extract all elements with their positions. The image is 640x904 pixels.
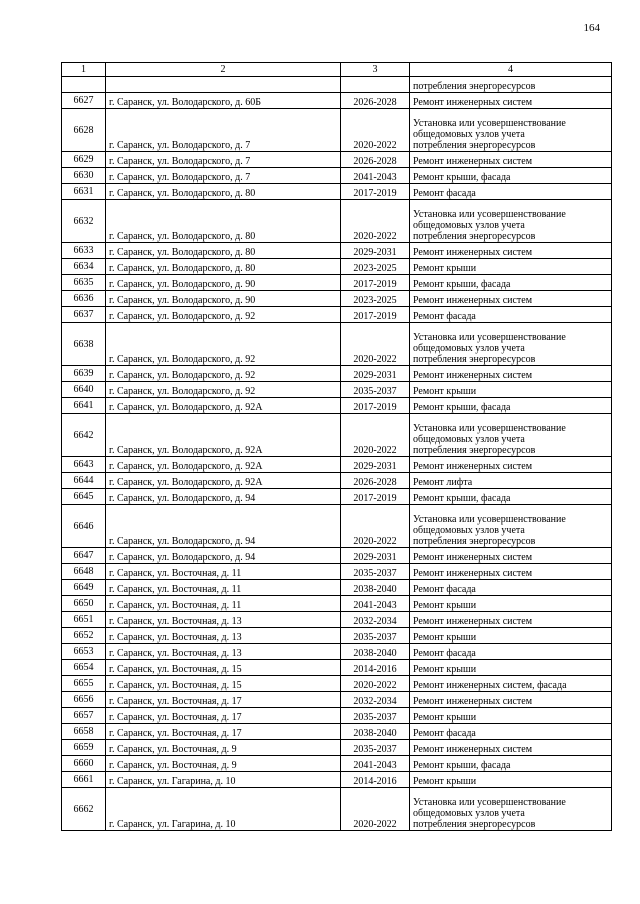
work-line: Ремонт инженерных систем (413, 247, 533, 258)
address-cell: г. Саранск, ул. Володарского, д. 92 (106, 307, 341, 323)
work-type-cell (410, 489, 612, 505)
row-number-cell: 6662 (62, 788, 106, 831)
work-line: Ремонт крыши, фасада (413, 760, 511, 771)
work-type-cell (410, 200, 612, 243)
work-line: потребления энергоресурсов (413, 81, 536, 92)
page-number: 164 (583, 22, 600, 34)
address-cell: г. Саранск, ул. Восточная, д. 9 (106, 740, 341, 756)
address-cell: г. Саранск, ул. Володарского, д. 92А (106, 457, 341, 473)
work-line: Ремонт инженерных систем (413, 552, 533, 563)
column-header: 1 (62, 63, 106, 77)
address-cell: г. Саранск, ул. Восточная, д. 17 (106, 708, 341, 724)
table-row (62, 200, 612, 243)
work-line: Ремонт крыши (413, 263, 477, 274)
work-line: Ремонт инженерных систем (413, 370, 533, 381)
years-cell: 2020-2022 (341, 414, 410, 457)
column-number-header-row (62, 63, 612, 77)
row-number-cell: 6637 (62, 307, 106, 323)
work-type-cell (410, 644, 612, 660)
table-row (62, 505, 612, 548)
years-cell: 2032-2034 (341, 692, 410, 708)
table-row (62, 323, 612, 366)
work-type-cell (410, 788, 612, 831)
work-line: общедомовых узлов учета (413, 434, 525, 445)
address-cell: г. Саранск, ул. Восточная, д. 17 (106, 692, 341, 708)
years-cell: 2029-2031 (341, 366, 410, 382)
years-cell: 2020-2022 (341, 676, 410, 692)
row-number-cell: 6642 (62, 414, 106, 457)
work-type-cell (410, 168, 612, 184)
work-line: общедомовых узлов учета (413, 220, 525, 231)
work-line: потребления энергоресурсов (413, 140, 536, 151)
table-row (62, 772, 612, 788)
work-type-cell (410, 382, 612, 398)
address-cell: г. Саранск, ул. Володарского, д. 92 (106, 382, 341, 398)
years-cell: 2017-2019 (341, 489, 410, 505)
years-cell: 2023-2025 (341, 291, 410, 307)
row-number-cell: 6655 (62, 676, 106, 692)
work-type-cell (410, 505, 612, 548)
work-line: Ремонт крыши, фасада (413, 402, 511, 413)
table-row (62, 243, 612, 259)
address-cell: г. Саранск, ул. Володарского, д. 92А (106, 398, 341, 414)
work-line: Ремонт инженерных систем (413, 568, 533, 579)
years-cell: 2035-2037 (341, 628, 410, 644)
work-line: Ремонт инженерных систем, фасада (413, 680, 567, 691)
table-row (62, 93, 612, 109)
address-cell: г. Саранск, ул. Володарского, д. 80 (106, 200, 341, 243)
work-line: Ремонт фасада (413, 311, 476, 322)
years-cell: 2023-2025 (341, 259, 410, 275)
work-type-cell (410, 660, 612, 676)
years-cell: 2041-2043 (341, 756, 410, 772)
row-number-cell: 6632 (62, 200, 106, 243)
row-number-cell: 6649 (62, 580, 106, 596)
table-row (62, 612, 612, 628)
work-type-cell (410, 473, 612, 489)
work-type-cell (410, 152, 612, 168)
work-line: Ремонт крыши (413, 712, 477, 723)
work-line: общедомовых узлов учета (413, 129, 525, 140)
address-cell: г. Саранск, ул. Володарского, д. 94 (106, 548, 341, 564)
work-type-cell (410, 275, 612, 291)
table-row (62, 184, 612, 200)
row-number-cell: 6634 (62, 259, 106, 275)
years-cell: 2035-2037 (341, 382, 410, 398)
work-type-cell (410, 676, 612, 692)
work-line: Ремонт крыши, фасада (413, 493, 511, 504)
column-header: 4 (410, 63, 612, 77)
work-type-cell (410, 457, 612, 473)
years-cell: 2020-2022 (341, 788, 410, 831)
row-number-cell: 6644 (62, 473, 106, 489)
row-number-cell: 6630 (62, 168, 106, 184)
years-cell: 2026-2028 (341, 152, 410, 168)
table-row (62, 580, 612, 596)
table-row (62, 548, 612, 564)
table-row (62, 692, 612, 708)
work-type-cell (410, 93, 612, 109)
work-line: потребления энергоресурсов (413, 354, 536, 365)
years-cell: 2014-2016 (341, 660, 410, 676)
work-line: Ремонт крыши, фасада (413, 279, 511, 290)
years-cell: 2017-2019 (341, 184, 410, 200)
work-line: общедомовых узлов учета (413, 525, 525, 536)
table-row (62, 398, 612, 414)
years-cell: 2017-2019 (341, 398, 410, 414)
continuation-work-cell (410, 77, 612, 93)
years-cell: 2029-2031 (341, 457, 410, 473)
work-type-cell (410, 596, 612, 612)
work-type-cell (410, 184, 612, 200)
table-row (62, 676, 612, 692)
work-type-cell (410, 398, 612, 414)
row-number-cell: 6641 (62, 398, 106, 414)
years-cell: 2029-2031 (341, 243, 410, 259)
work-type-cell (410, 580, 612, 596)
work-line: Ремонт инженерных систем (413, 616, 533, 627)
work-line: Ремонт инженерных систем (413, 295, 533, 306)
years-cell: 2029-2031 (341, 548, 410, 564)
column-header: 3 (341, 63, 410, 77)
table-row (62, 628, 612, 644)
work-line: Ремонт фасада (413, 188, 476, 199)
address-cell: г. Саранск, ул. Восточная, д. 9 (106, 756, 341, 772)
address-cell: г. Саранск, ул. Володарского, д. 92 (106, 323, 341, 366)
work-type-cell (410, 772, 612, 788)
row-number-cell: 6627 (62, 93, 106, 109)
address-cell: г. Саранск, ул. Володарского, д. 60Б (106, 93, 341, 109)
years-cell: 2026-2028 (341, 473, 410, 489)
row-number-cell: 6661 (62, 772, 106, 788)
table-row (62, 291, 612, 307)
years-cell: 2017-2019 (341, 307, 410, 323)
row-number-cell: 6631 (62, 184, 106, 200)
work-line: Ремонт фасада (413, 648, 476, 659)
address-cell: г. Саранск, ул. Володарского, д. 92 (106, 366, 341, 382)
table-row (62, 259, 612, 275)
row-number-cell: 6629 (62, 152, 106, 168)
work-line: Ремонт инженерных систем (413, 156, 533, 167)
address-cell: г. Саранск, ул. Володарского, д. 80 (106, 184, 341, 200)
row-number-cell: 6636 (62, 291, 106, 307)
address-cell: г. Саранск, ул. Восточная, д. 11 (106, 580, 341, 596)
table-row (62, 660, 612, 676)
years-cell: 2038-2040 (341, 644, 410, 660)
row-number-cell: 6640 (62, 382, 106, 398)
row-number-cell: 6639 (62, 366, 106, 382)
work-type-cell (410, 628, 612, 644)
row-number-cell: 6646 (62, 505, 106, 548)
table-row (62, 168, 612, 184)
row-number-cell: 6628 (62, 109, 106, 152)
work-line: общедомовых узлов учета (413, 343, 525, 354)
work-line: потребления энергоресурсов (413, 231, 536, 242)
address-cell: г. Саранск, ул. Восточная, д. 15 (106, 660, 341, 676)
address-cell: г. Саранск, ул. Володарского, д. 80 (106, 243, 341, 259)
work-line: Ремонт крыши (413, 386, 477, 397)
years-cell: 2038-2040 (341, 724, 410, 740)
work-type-cell (410, 612, 612, 628)
address-cell: г. Саранск, ул. Володарского, д. 80 (106, 259, 341, 275)
years-cell: 2020-2022 (341, 323, 410, 366)
table-row (62, 414, 612, 457)
address-cell: г. Саранск, ул. Восточная, д. 13 (106, 628, 341, 644)
years-cell: 2020-2022 (341, 200, 410, 243)
table-row (62, 756, 612, 772)
address-cell: г. Саранск, ул. Володарского, д. 7 (106, 168, 341, 184)
work-line: Ремонт крыши (413, 664, 477, 675)
work-type-cell (410, 708, 612, 724)
work-line: потребления энергоресурсов (413, 445, 536, 456)
row-number-cell: 6647 (62, 548, 106, 564)
table-row (62, 307, 612, 323)
row-number-cell: 6652 (62, 628, 106, 644)
address-cell: г. Саранск, ул. Гагарина, д. 10 (106, 788, 341, 831)
address-cell: г. Саранск, ул. Володарского, д. 7 (106, 109, 341, 152)
work-type-cell (410, 243, 612, 259)
work-line: Ремонт инженерных систем (413, 744, 533, 755)
work-line: потребления энергоресурсов (413, 536, 536, 547)
address-cell: г. Саранск, ул. Володарского, д. 90 (106, 275, 341, 291)
work-line: Ремонт крыши, фасада (413, 172, 511, 183)
continuation-row (62, 77, 612, 93)
row-number-cell: 6651 (62, 612, 106, 628)
table-row (62, 473, 612, 489)
years-cell: 2038-2040 (341, 580, 410, 596)
work-line: Ремонт крыши (413, 600, 477, 611)
table-row (62, 724, 612, 740)
work-line: потребления энергоресурсов (413, 819, 536, 830)
row-number-cell: 6659 (62, 740, 106, 756)
row-number-cell: 6635 (62, 275, 106, 291)
work-line: Ремонт инженерных систем (413, 696, 533, 707)
years-cell: 2014-2016 (341, 772, 410, 788)
row-number-cell: 6660 (62, 756, 106, 772)
work-line: Ремонт фасада (413, 584, 476, 595)
row-number-cell: 6643 (62, 457, 106, 473)
work-type-cell (410, 109, 612, 152)
row-number-cell: 6656 (62, 692, 106, 708)
column-header: 2 (106, 63, 341, 77)
years-cell: 2017-2019 (341, 275, 410, 291)
years-cell: 2035-2037 (341, 708, 410, 724)
years-cell: 2032-2034 (341, 612, 410, 628)
address-cell: г. Саранск, ул. Володарского, д. 94 (106, 489, 341, 505)
work-type-cell (410, 323, 612, 366)
table-row (62, 740, 612, 756)
table-row (62, 708, 612, 724)
work-line: Ремонт крыши (413, 776, 477, 787)
table-body (62, 63, 612, 831)
work-line: Установка или усовершенствование (413, 332, 566, 343)
years-cell: 2035-2037 (341, 564, 410, 580)
work-line: Установка или усовершенствование (413, 118, 566, 129)
row-number-cell: 6658 (62, 724, 106, 740)
work-line: Установка или усовершенствование (413, 514, 566, 525)
address-cell: г. Саранск, ул. Володарского, д. 7 (106, 152, 341, 168)
work-type-cell (410, 564, 612, 580)
row-number-cell: 6633 (62, 243, 106, 259)
work-line: Установка или усовершенствование (413, 423, 566, 434)
work-line: Ремонт лифта (413, 477, 473, 488)
work-line: Ремонт фасада (413, 728, 476, 739)
work-type-cell (410, 548, 612, 564)
address-cell: г. Саранск, ул. Восточная, д. 11 (106, 596, 341, 612)
work-line: Установка или усовершенствование (413, 209, 566, 220)
table-row (62, 564, 612, 580)
work-type-cell (410, 366, 612, 382)
address-cell: г. Саранск, ул. Восточная, д. 13 (106, 612, 341, 628)
work-line: Установка или усовершенствование (413, 797, 566, 808)
table-row (62, 152, 612, 168)
years-cell: 2020-2022 (341, 109, 410, 152)
work-line: Ремонт инженерных систем (413, 461, 533, 472)
row-number-cell: 6650 (62, 596, 106, 612)
work-type-cell (410, 692, 612, 708)
address-cell: г. Саранск, ул. Восточная, д. 11 (106, 564, 341, 580)
continuation-cell (341, 77, 410, 93)
years-cell: 2020-2022 (341, 505, 410, 548)
repair-schedule-table (61, 62, 612, 831)
row-number-cell: 6653 (62, 644, 106, 660)
table-row (62, 366, 612, 382)
table-row (62, 788, 612, 831)
table-row (62, 382, 612, 398)
address-cell: г. Саранск, ул. Володарского, д. 90 (106, 291, 341, 307)
table-row (62, 596, 612, 612)
table-row (62, 644, 612, 660)
row-number-cell: 6648 (62, 564, 106, 580)
work-type-cell (410, 740, 612, 756)
work-type-cell (410, 724, 612, 740)
row-number-cell: 6654 (62, 660, 106, 676)
table-row (62, 489, 612, 505)
work-type-cell (410, 414, 612, 457)
address-cell: г. Саранск, ул. Восточная, д. 13 (106, 644, 341, 660)
work-type-cell (410, 756, 612, 772)
work-line: Ремонт инженерных систем (413, 97, 533, 108)
row-number-cell: 6657 (62, 708, 106, 724)
table-row (62, 457, 612, 473)
work-type-cell (410, 291, 612, 307)
continuation-cell (62, 77, 106, 93)
years-cell: 2035-2037 (341, 740, 410, 756)
table-row (62, 109, 612, 152)
work-line: общедомовых узлов учета (413, 808, 525, 819)
address-cell: г. Саранск, ул. Гагарина, д. 10 (106, 772, 341, 788)
years-cell: 2026-2028 (341, 93, 410, 109)
row-number-cell: 6638 (62, 323, 106, 366)
address-cell: г. Саранск, ул. Восточная, д. 15 (106, 676, 341, 692)
years-cell: 2041-2043 (341, 168, 410, 184)
years-cell: 2041-2043 (341, 596, 410, 612)
work-type-cell (410, 307, 612, 323)
table-row (62, 275, 612, 291)
address-cell: г. Саранск, ул. Володарского, д. 92А (106, 414, 341, 457)
continuation-cell (106, 77, 341, 93)
work-type-cell (410, 259, 612, 275)
work-line: Ремонт крыши (413, 632, 477, 643)
address-cell: г. Саранск, ул. Восточная, д. 17 (106, 724, 341, 740)
address-cell: г. Саранск, ул. Володарского, д. 92А (106, 473, 341, 489)
address-cell: г. Саранск, ул. Володарского, д. 94 (106, 505, 341, 548)
row-number-cell: 6645 (62, 489, 106, 505)
